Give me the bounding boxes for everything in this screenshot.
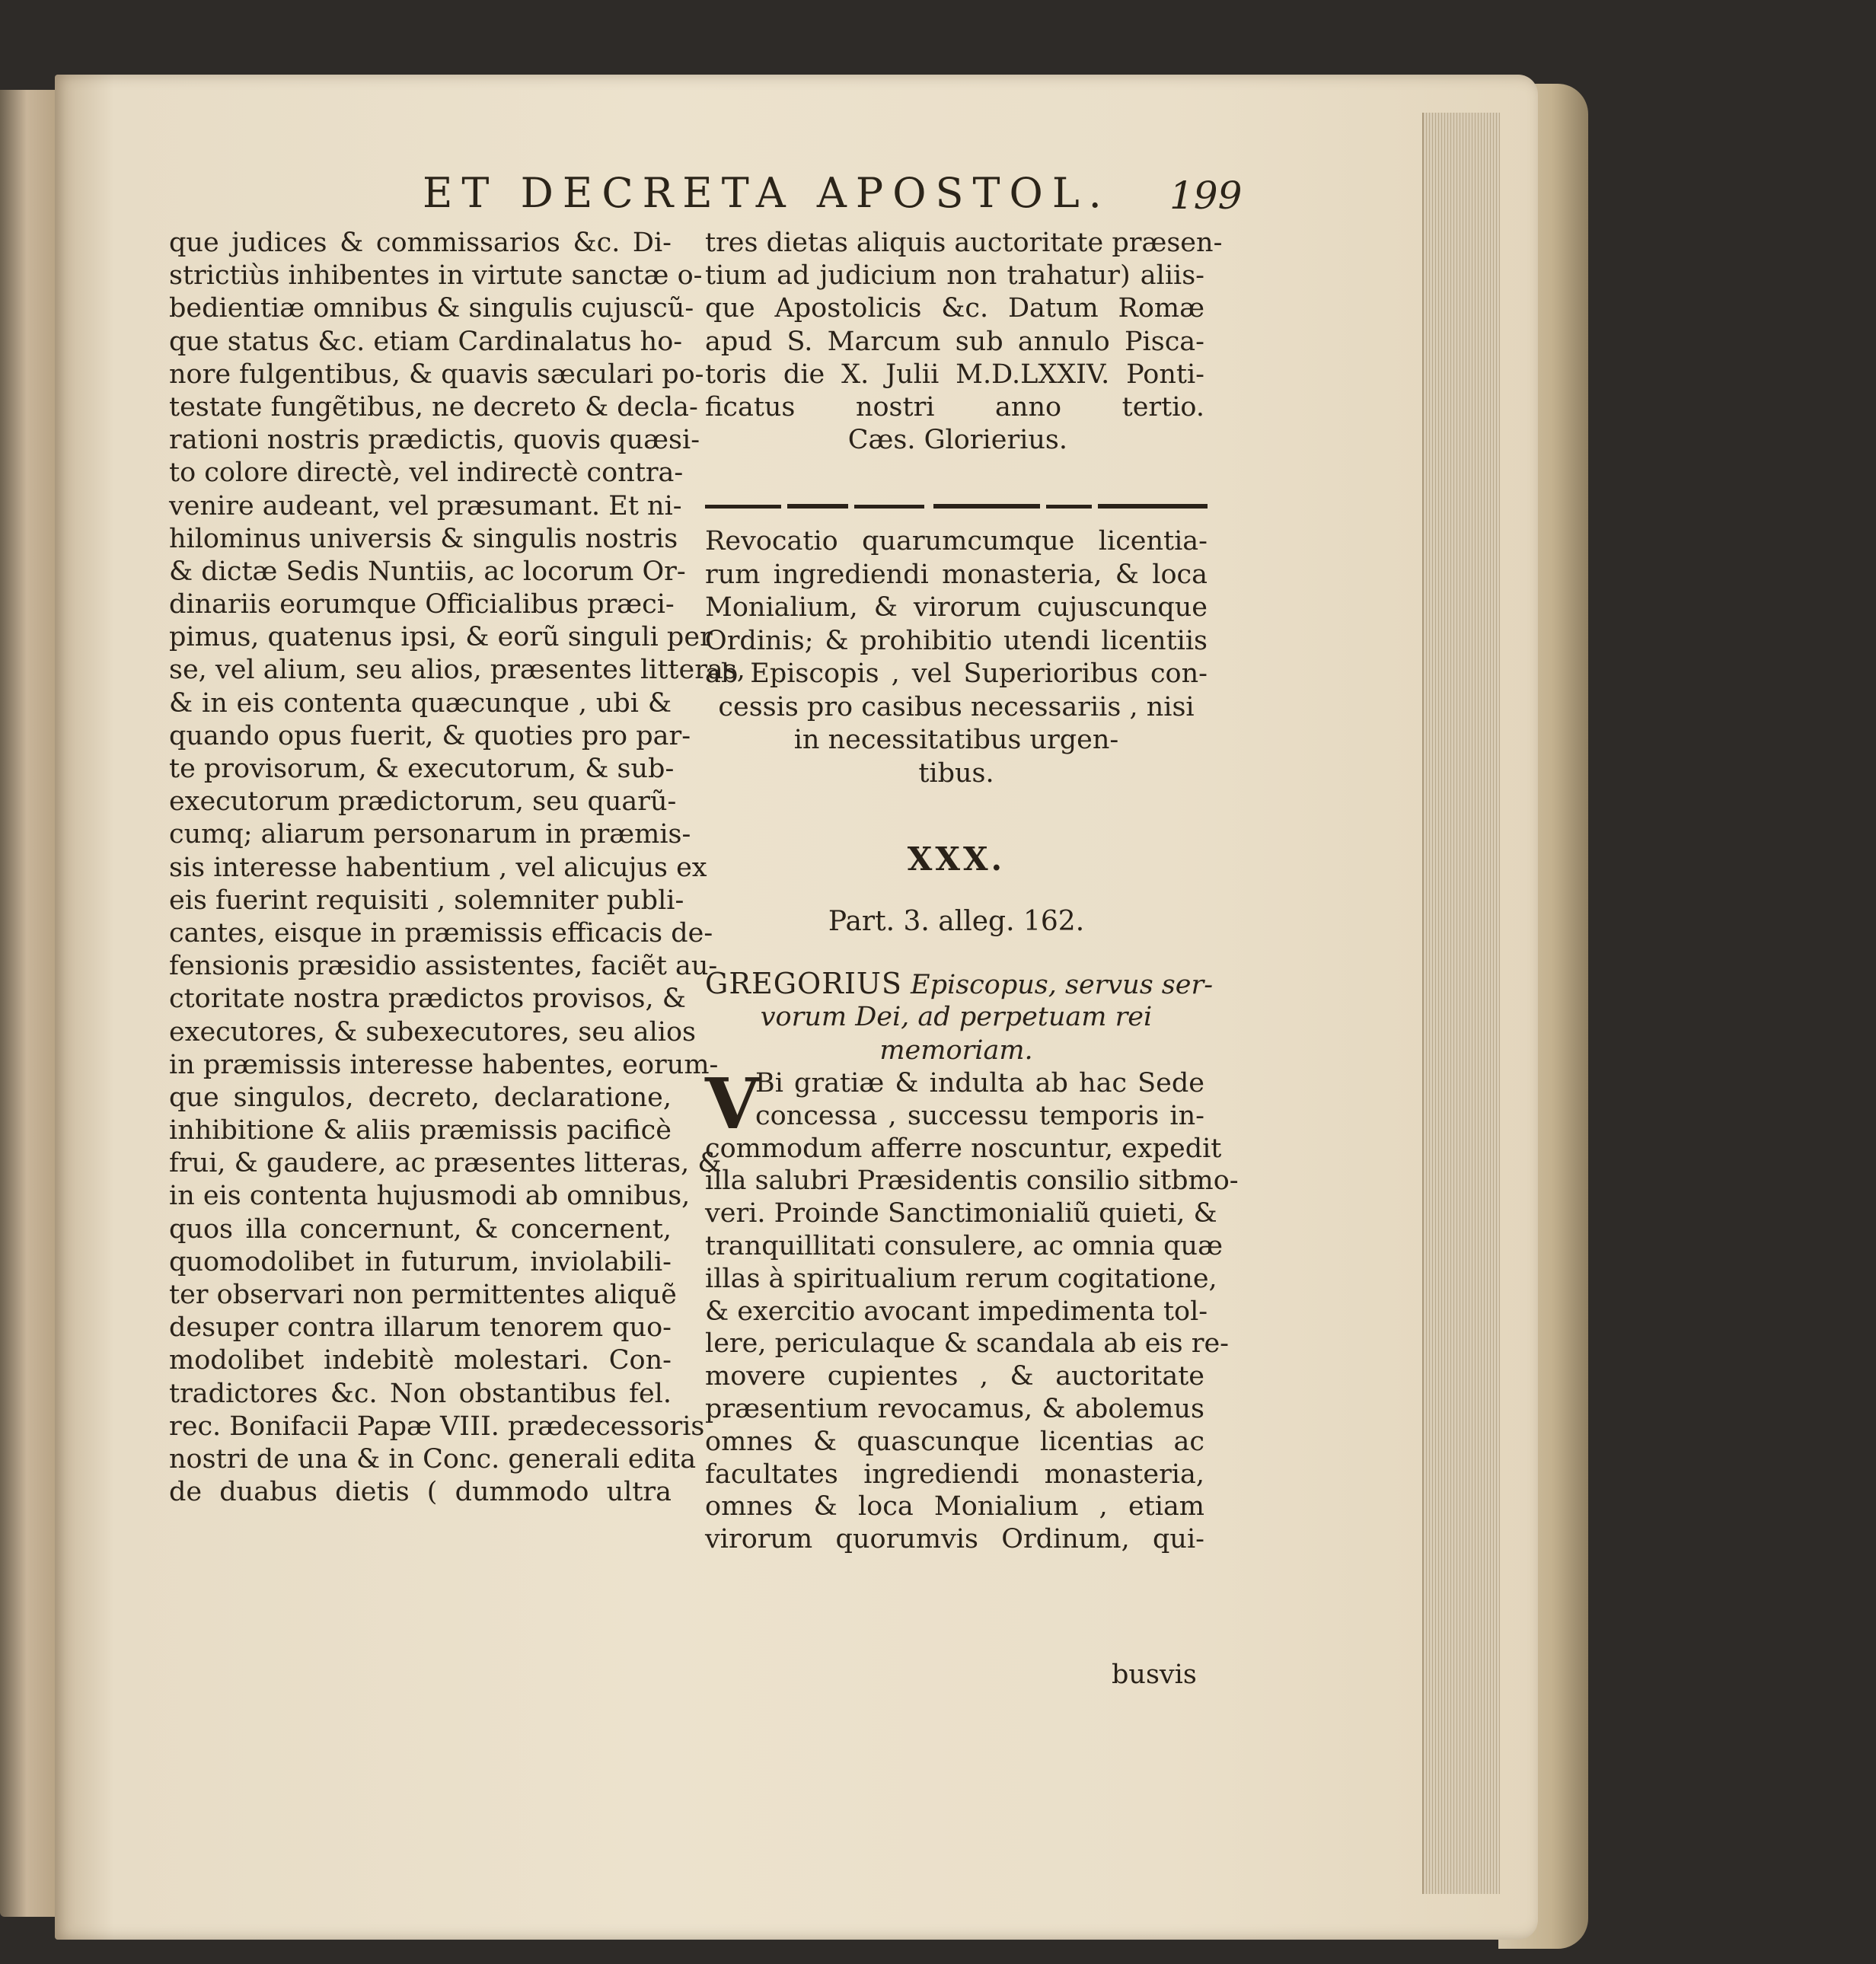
left-column-line: fensionis præsidio assistentes, faciẽt au- — [169, 951, 718, 982]
left-page-edge — [0, 90, 59, 1917]
right-column-line: ficatus nostri anno tertio. — [705, 391, 1204, 422]
rubric-line: Ordinis; & prohibitio utendi licentiis — [705, 625, 1208, 656]
left-column-line: modolibet indebitè molestari. Con- — [169, 1345, 672, 1376]
body-line: omnes & quascunque licentias ac — [705, 1426, 1204, 1457]
intitulatio-line-2: vorum Dei, ad perpetuam rei — [760, 1002, 1153, 1032]
rubric-line: in necessitatibus urgen- — [793, 725, 1119, 755]
body-line: tranquillitati consulere, ac omnia quæ — [705, 1230, 1223, 1261]
left-column-line: pimus, quatenus ipsi, & eorũ singuli per — [169, 622, 713, 653]
right-column-line: tres dietas aliquis auctoritate præsen- — [705, 228, 1223, 258]
section-rule — [705, 501, 1208, 512]
left-column-line: executores, & subexecutores, seu alios — [169, 1016, 697, 1047]
rubric-line: tibus. — [918, 757, 994, 789]
right-column-line: toris die X. Julii M.D.LXXIV. Ponti- — [705, 359, 1204, 390]
left-column-line: rationi nostris prædictis, quovis quæsi- — [169, 425, 700, 456]
left-column-line: nore fulgentibus, & quavis sæculari po- — [169, 359, 704, 390]
left-column-line: in præmissis interesse habentes, eorum- — [169, 1049, 719, 1080]
left-column-line: te provisorum, & executorum, & sub- — [169, 754, 675, 784]
left-column-line: ter observari non permittentes aliquẽ — [169, 1280, 677, 1310]
right-column-body — [705, 1063, 1239, 1556]
body-line: concessa , successu temporis in- — [755, 1100, 1204, 1131]
left-column-line: tradictores &c. Non obstantibus fel. — [169, 1378, 672, 1409]
left-column-line: cumq; aliarum personarum in præmis- — [169, 819, 691, 850]
right-column-line: que Apostolicis &c. Datum Romæ — [705, 293, 1204, 324]
left-column-line: quomodolibet in futurum, inviolabili- — [169, 1246, 672, 1277]
left-column-line: bedientiæ omnibus & singulis cujuscũ- — [169, 293, 694, 324]
pope-name: GREGORIUS — [705, 967, 902, 1000]
left-column-line: que status &c. etiam Cardinalatus ho- — [169, 326, 683, 357]
left-column-line: que singulos, decreto, declaratione, — [169, 1082, 672, 1113]
body-line: commodum afferre noscuntur, expedit — [705, 1133, 1222, 1164]
left-column-line: in eis contenta hujusmodi ab omnibus, — [169, 1181, 691, 1212]
left-column-line: cantes, eisque in præmissis efficacis de- — [169, 917, 713, 949]
left-column-line: strictiùs inhibentes in virtute sanctæ o- — [169, 260, 703, 292]
left-column-line: sis interesse habentium , vel alicujus ex — [169, 852, 707, 883]
rubric-line: Monialium, & virorum cujuscunque — [705, 592, 1208, 623]
left-column-line: executorum prædictorum, seu quarũ- — [169, 786, 677, 818]
rubric-line: rum ingrediendi monasteria, & loca — [705, 559, 1208, 590]
rubric-line: Revocatio quarumcumque licentia- — [705, 526, 1208, 556]
left-column-line: venire audeant, vel præsumant. Et ni- — [169, 490, 682, 521]
body-line: & exercitio avocant impedimenta tol- — [705, 1296, 1208, 1327]
intitulatio-line-1 — [705, 967, 1214, 1000]
intitulatio — [705, 967, 1214, 1067]
intitulatio-line-3: memoriam. — [879, 1035, 1033, 1066]
allegation-reference: Part. 3. alleg. 162. — [828, 906, 1085, 937]
left-column-line: nostri de una & in Conc. generali edita — [169, 1443, 697, 1475]
body-line: veri. Proinde Sanctimonialiũ quieti, & — [705, 1198, 1217, 1229]
right-column-line: tium ad judicium non trahatur) aliis- — [705, 260, 1204, 292]
body-line: Bi gratiæ & indulta ab hac Sede — [755, 1068, 1204, 1098]
left-column-line: de duabus dietis ( dummodo ultra — [169, 1477, 672, 1508]
body-line: facultates ingrediendi monasteria, — [705, 1459, 1204, 1490]
left-column-line: to colore directè, vel indirectè contra- — [169, 458, 684, 489]
left-column-line: se, vel alium, seu alios, præsentes litteras, — [169, 655, 745, 686]
body-line: præsentium revocamus, & abolemus — [705, 1393, 1204, 1424]
left-column-line: rec. Bonifacii Papæ VIII. prædecessoris — [169, 1411, 705, 1442]
body-line: illas à spiritualium rerum cogitatione, — [705, 1263, 1217, 1294]
left-column-line: inhibitione & aliis præmissis pacificè — [169, 1115, 672, 1146]
rubric-title — [705, 525, 1208, 790]
right-column-line: apud S. Marcum sub annulo Pisca- — [705, 326, 1204, 357]
body-line: lere, periculaque & scandala ab eis re- — [705, 1328, 1230, 1360]
left-column-line: & dictæ Sedis Nuntiis, ac locorum Or- — [169, 556, 686, 587]
left-column-line: & in eis contenta quæcunque , ubi & — [169, 687, 672, 719]
left-column-line: testate fungẽtibus, ne decreto & decla- — [169, 391, 698, 422]
body-line: omnes & loca Monialium , etiam — [705, 1491, 1204, 1522]
signature-line: Cæs. Glorierius. — [847, 425, 1067, 456]
left-column-line: quando opus fuerit, & quoties pro par- — [169, 720, 691, 751]
intitulatio-line-1-rest: Episcopus, servus ser- — [911, 970, 1214, 1000]
left-column-line: frui, & gaudere, ac præsentes litteras, & — [169, 1148, 722, 1179]
left-column-line: dinariis eorumque Officialibus præci- — [169, 589, 675, 620]
body-line: movere cupientes , & auctoritate — [705, 1361, 1204, 1392]
left-column-line: eis fuerint requisiti , solemniter publi- — [169, 885, 684, 916]
left-column-line: ctoritate nostra prædictos provisos, & — [169, 984, 686, 1015]
left-column-line: desuper contra illarum tenorem quo- — [169, 1312, 672, 1344]
body-line: illa salubri Præsidentis consilio sitbmo- — [705, 1165, 1239, 1197]
initial-letter: V — [705, 1063, 760, 1145]
catchword: busvis — [1112, 1660, 1197, 1690]
left-column — [169, 227, 745, 1509]
section-numeral: XXX. — [907, 840, 1006, 878]
page-number: 199 — [1169, 174, 1243, 218]
running-title: ET DECRETA APOSTOL. — [423, 169, 1111, 217]
left-column-line: quos illa concernunt, & concernent, — [169, 1213, 672, 1245]
rubric-line: cessis pro casibus necessariis , nisi — [718, 691, 1195, 722]
left-column-line: hilominus universis & singulis nostris — [169, 523, 678, 554]
body-line: virorum quorumvis Ordinum, qui- — [705, 1524, 1204, 1555]
right-column-top — [705, 227, 1223, 457]
rubric-line: ab Episcopis , vel Superioribus con- — [705, 658, 1208, 689]
left-column-line: que judices & commissarios &c. Di- — [169, 228, 672, 258]
page-fore-edge — [1422, 113, 1500, 1894]
